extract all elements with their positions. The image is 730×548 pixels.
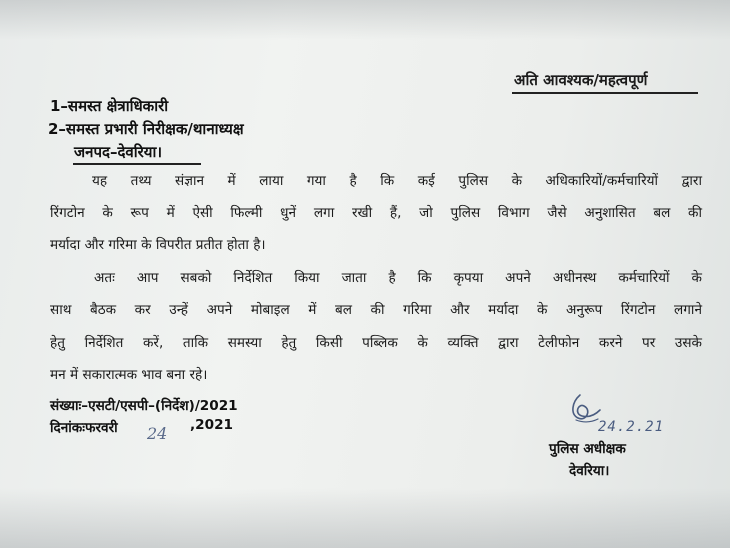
paper-shadow-top	[0, 0, 730, 40]
district-underline	[73, 163, 201, 165]
signature-date: 24.2.21	[598, 419, 665, 435]
paragraph-2-line-4: मन में सकारात्मक भाव बना रहे।	[50, 367, 208, 383]
paragraph-2-line-3: हेतु निर्देशित करें, ताकि समस्या हेतु किसी पब्लिक के व्यक्ति द्वारा टेलीफोन करने पर उसके	[50, 335, 702, 351]
recipient-1: 1–समस्त क्षेत्राधिकारी	[50, 97, 169, 115]
recipient-district: जनपद–देवरिया।	[74, 143, 163, 161]
designation: पुलिस अधीक्षक	[549, 441, 626, 457]
paragraph-1-line-3: मर्यादा और गरिमा के विपरीत प्रतीत होता है।	[50, 237, 266, 253]
reference-number: संख्याः–एसटी/एसपी–(निर्देश)/2021	[50, 398, 238, 414]
priority-heading: अति आवश्यक/महत्वपूर्ण	[514, 71, 648, 89]
date-day-handwritten: 24	[147, 424, 168, 443]
priority-underline	[512, 92, 698, 94]
paragraph-2-line-1: अतः आप सबको निर्देशित किया जाता है कि कृपया अपने अधीनस्थ कर्मचारियों के	[94, 270, 702, 286]
paragraph-1-line-1: यह तथ्य संज्ञान में लाया गया है कि कई पुलिस के अधिकारियों/कर्मचारियों द्वारा	[92, 173, 702, 189]
date-year: ,2021	[190, 417, 233, 433]
paper-shadow-bottom	[0, 488, 730, 548]
paragraph-2-line-2: साथ बैठक कर उन्हें अपने मोबाइल में बल की गरिमा और मर्यादा के अनुरूप रिंगटोन लगाने	[50, 302, 702, 318]
designation-district: देवरिया।	[569, 463, 610, 479]
date-label: दिनांकःफरवरी	[50, 420, 118, 436]
paragraph-1-line-2: रिंगटोन के रूप में ऐसी फिल्मी धुनें लगा रखी हैं, जो पुलिस विभाग जैसे अनुशासित बल की	[50, 205, 702, 221]
recipient-2: 2–समस्त प्रभारी निरीक्षक/थानाध्यक्ष	[48, 120, 244, 138]
